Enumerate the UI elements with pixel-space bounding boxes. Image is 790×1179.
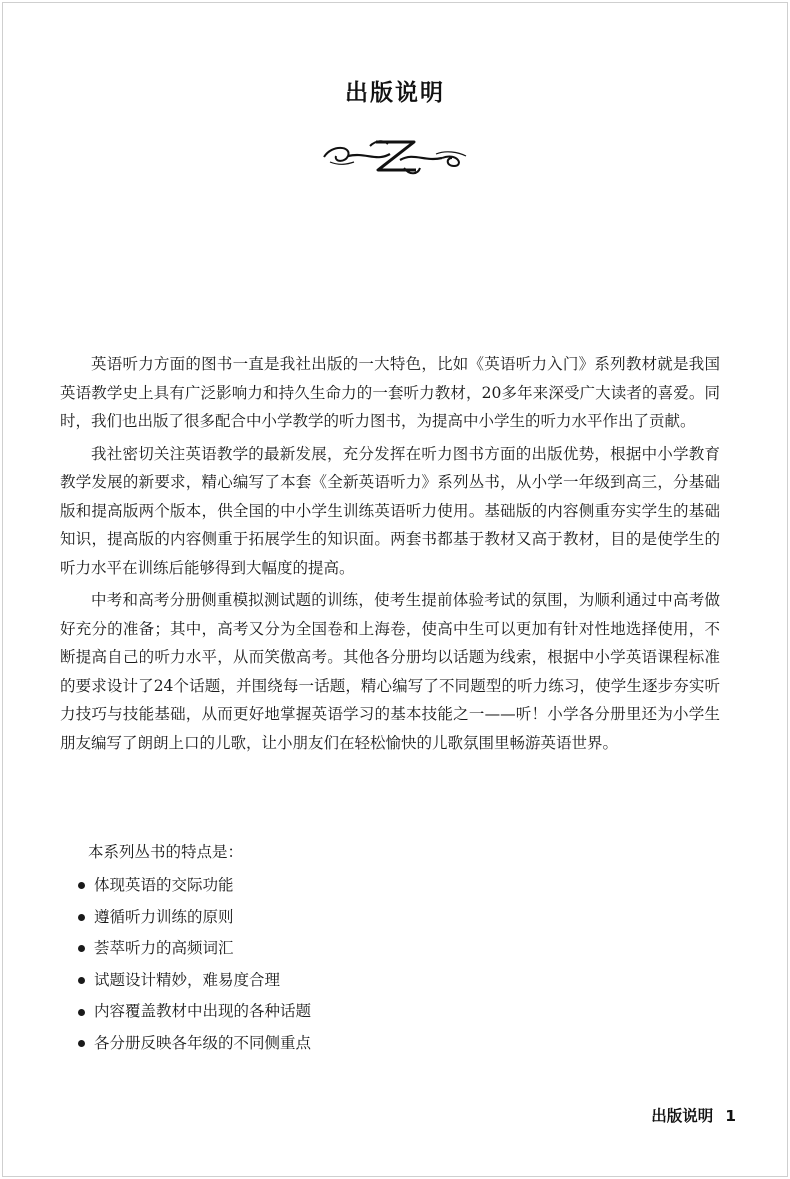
feature-text: 遵循听力训练的原则 — [94, 907, 234, 926]
ornament-flourish-icon — [318, 132, 472, 182]
feature-text: 内容覆盖教材中出现的各种话题 — [94, 1002, 312, 1021]
list-item — [78, 965, 311, 997]
features-intro: 本系列丛书的特点是： — [88, 843, 244, 861]
bullet-icon — [78, 945, 85, 952]
footer-section-title: 出版说明 — [651, 1107, 714, 1125]
list-item — [78, 870, 311, 902]
list-item — [78, 933, 311, 965]
list-item — [78, 902, 311, 934]
feature-text: 荟萃听力的高频词汇 — [94, 939, 234, 958]
features-list — [78, 870, 311, 1060]
bullet-icon — [78, 914, 85, 921]
paragraph-3: 中考和高考分册侧重模拟测试题的训练，使考生提前体验考试的氛围，为顺利通过中高考做好充分的准备；其中，高考又分为全国卷和上海卷，使高中生可以更加有针对性地选择使用，不断提高自己的听力水平，从而笑傲高考。其他各分册均以话题为线索，根据中小学英语课程标准的要求设计了24个话题，并围绕每一话题，精心编写了不同题型的听力练习，使学生逐步夯实听力技巧与技能基础，从而更好地掌握英语学习的基本技能之一——听！小学各分册里还为小学生朋友编写了朗朗上口的儿歌，让小朋友们在轻松愉快的儿歌氛围里畅游英语世界。 — [60, 591, 720, 752]
list-item — [78, 1028, 311, 1060]
feature-text: 各分册反映各年级的不同侧重点 — [94, 1033, 312, 1052]
paragraph-2: 我社密切关注英语教学的最新发展，充分发挥在听力图书方面的出版优势，根据中小学教育教学发展的新要求，精心编写了本套《全新英语听力》系列丛书，从小学一年级到高三，分基础版和提高版两个版本，供全国的中小学生训练英语听力使用。基础版的内容侧重夯实学生的基础知识，提高版的内容侧重于拓展学生的知识面。两套书都基于教材又高于教材，目的是使学生的听力水平在训练后能够得到大幅度的提高。 — [60, 444, 720, 577]
bullet-icon — [78, 977, 85, 984]
feature-text: 体现英语的交际功能 — [94, 876, 234, 894]
bullet-icon — [78, 1040, 85, 1047]
page-number: 1 — [725, 1107, 736, 1125]
bullet-icon — [78, 1009, 85, 1016]
page-footer — [651, 1104, 736, 1126]
page-title: 出版说明 — [345, 80, 445, 106]
bullet-icon — [78, 882, 85, 889]
feature-text: 试题设计精妙，难易度合理 — [94, 970, 281, 989]
list-item — [78, 996, 311, 1028]
paragraph-1: 英语听力方面的图书一直是我社出版的一大特色，比如《英语听力入门》系列教材就是我国英语教学史上具有广泛影响力和持久生命力的一套听力教材，20多年来深受广大读者的喜爱。同时，我们也出版了很多配合中小学教学的听力图书，为提高中小学生的听力水平作出了贡献。 — [60, 355, 720, 430]
preface-body — [60, 350, 720, 761]
